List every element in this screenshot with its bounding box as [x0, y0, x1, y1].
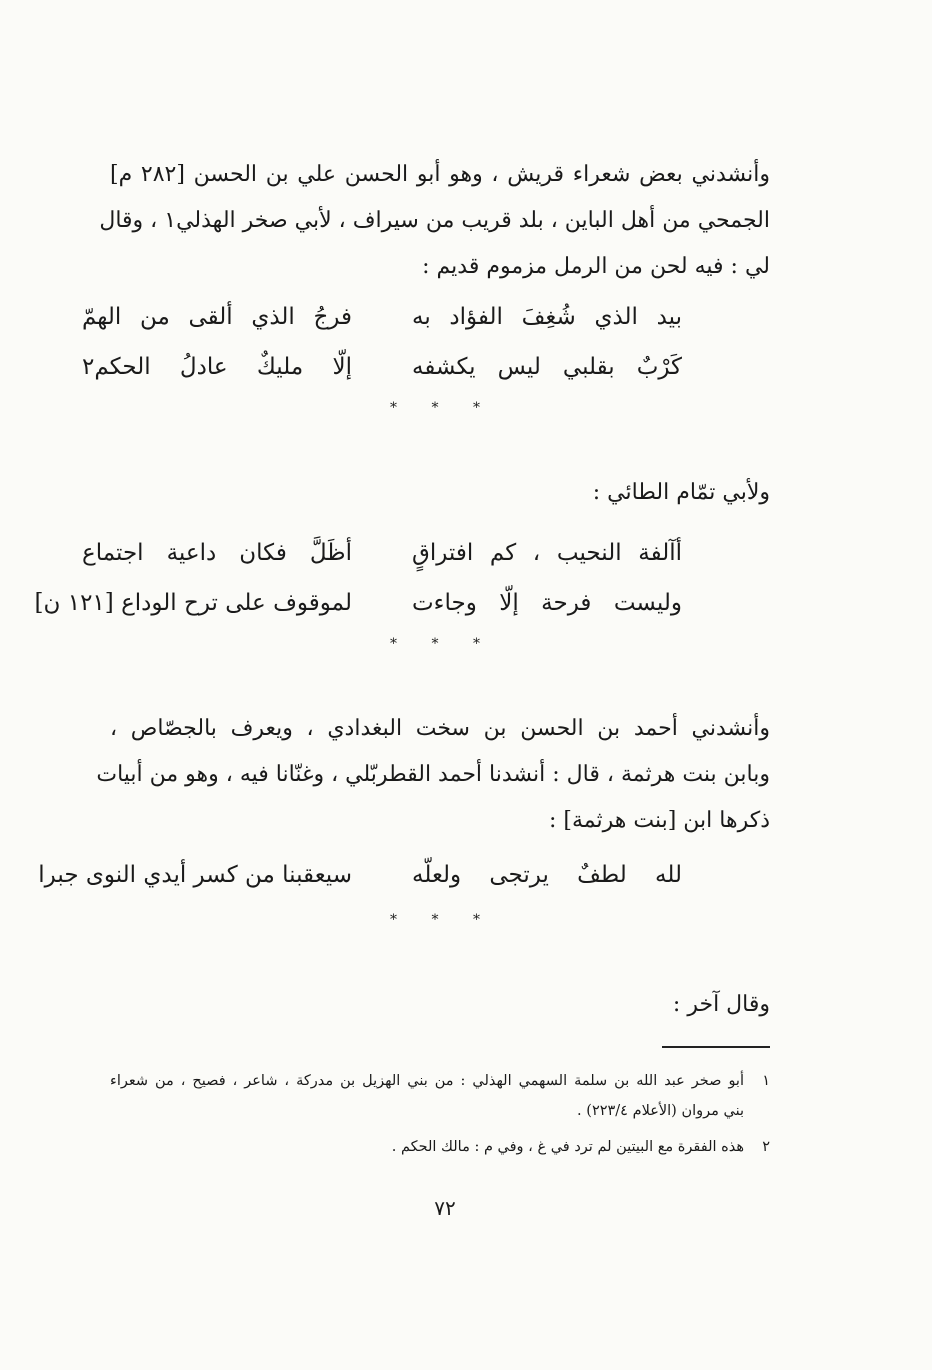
verse-line — [82, 528, 682, 578]
separator-star: * — [390, 912, 397, 928]
footnote-text — [110, 1066, 744, 1126]
paragraph-line: وأنشدني بعض شعراء قريش ، وهو أبو الحسن علي بن الحسن [٢٨٢ م] — [110, 162, 770, 187]
footnote-number: ٢ — [762, 1139, 770, 1155]
verse-block-3 — [38, 850, 682, 900]
verse-line — [82, 342, 682, 392]
footnote-line: بني مروان (الأعلام ٢٢٣/٤) . — [577, 1103, 744, 1119]
paragraph-line: لي : فيه لحن من الرمل مزموم قديم : — [422, 254, 770, 279]
page-number: ٧٢ — [434, 1196, 456, 1220]
verse-first-hemistich: وليست فرحة إلّا وجاءت — [412, 590, 682, 616]
separator-star: * — [473, 636, 480, 652]
footnotes — [110, 1066, 770, 1162]
section-separator — [390, 912, 480, 928]
verse-first-hemistich: كَرْبٌ بقلبي ليس يكشفه — [412, 354, 682, 380]
paragraph-3 — [96, 706, 770, 844]
separator-star: * — [473, 912, 480, 928]
footnote-divider — [662, 1046, 770, 1048]
separator-star: * — [390, 400, 397, 416]
separator-star: * — [431, 400, 439, 416]
footnote-number: ١ — [762, 1073, 770, 1089]
section-separator — [390, 636, 480, 652]
paragraph-line: ذكرها ابن [بنت هرثمة] : — [549, 808, 770, 833]
verse-second-hemistich: فرجُ الذي ألقى من الهمّ — [82, 304, 352, 330]
verse-second-hemistich: لموقوف على ترح الوداع [١٢١ ن] — [34, 590, 352, 616]
verse-line — [82, 292, 682, 342]
verse-line — [38, 850, 682, 900]
paragraph-line: ولأبي تمّام الطائي : — [592, 480, 770, 505]
footnote-text — [110, 1132, 744, 1162]
verse-line — [34, 578, 682, 628]
paragraph-line: وأنشدني أحمد بن الحسن بن سخت البغدادي ، ويعرف بالجصّاص ، — [110, 716, 770, 741]
verse-block-1 — [82, 292, 682, 392]
paragraph-line: الجمحي من أهل الباين ، بلد قريب من سيراف ، لأبي صخر الهذلي١ ، وقال — [99, 208, 770, 233]
separator-star: * — [431, 912, 439, 928]
paragraph-4 — [110, 982, 770, 1028]
paragraph-line: وبابن بنت هرثمة ، قال : أنشدنا أحمد القطربّلي ، وغنّانا فيه ، وهو من أبيات — [96, 762, 770, 787]
separator-star: * — [473, 400, 480, 416]
footnote — [110, 1132, 770, 1162]
verse-first-hemistich: أآلفة النحيب ، كم افتراقٍ — [412, 540, 682, 566]
verse-second-hemistich: أظَلَّ فكان داعية اجتماع — [82, 540, 352, 566]
verse-first-hemistich: بيد الذي شُغِفَ الفؤاد به — [412, 304, 682, 330]
verse-second-hemistich: إلّا مليكٌ عادلُ الحكم٢ — [82, 354, 352, 380]
separator-star: * — [390, 636, 397, 652]
section-separator — [390, 400, 480, 416]
verse-first-hemistich: لله لطفٌ يرتجى ولعلّه — [412, 862, 682, 888]
footnote — [110, 1066, 770, 1126]
separator-star: * — [431, 636, 439, 652]
footnote-line: أبو صخر عبد الله بن سلمة السهمي الهذلي : من بني الهزيل بن مدركة ، شاعر ، فصيح ، من شعراء — [110, 1073, 744, 1089]
paragraph-1 — [99, 152, 770, 290]
verse-block-2 — [34, 528, 682, 628]
paragraph-2 — [110, 470, 770, 516]
verse-second-hemistich: سيعقبنا من كسر أيدي النوى جبرا — [38, 862, 352, 888]
footnote-line: هذه الفقرة مع البيتين لم ترد في غ ، وفي م : مالك الحكم . — [391, 1139, 744, 1155]
paragraph-line: وقال آخر : — [672, 992, 770, 1017]
